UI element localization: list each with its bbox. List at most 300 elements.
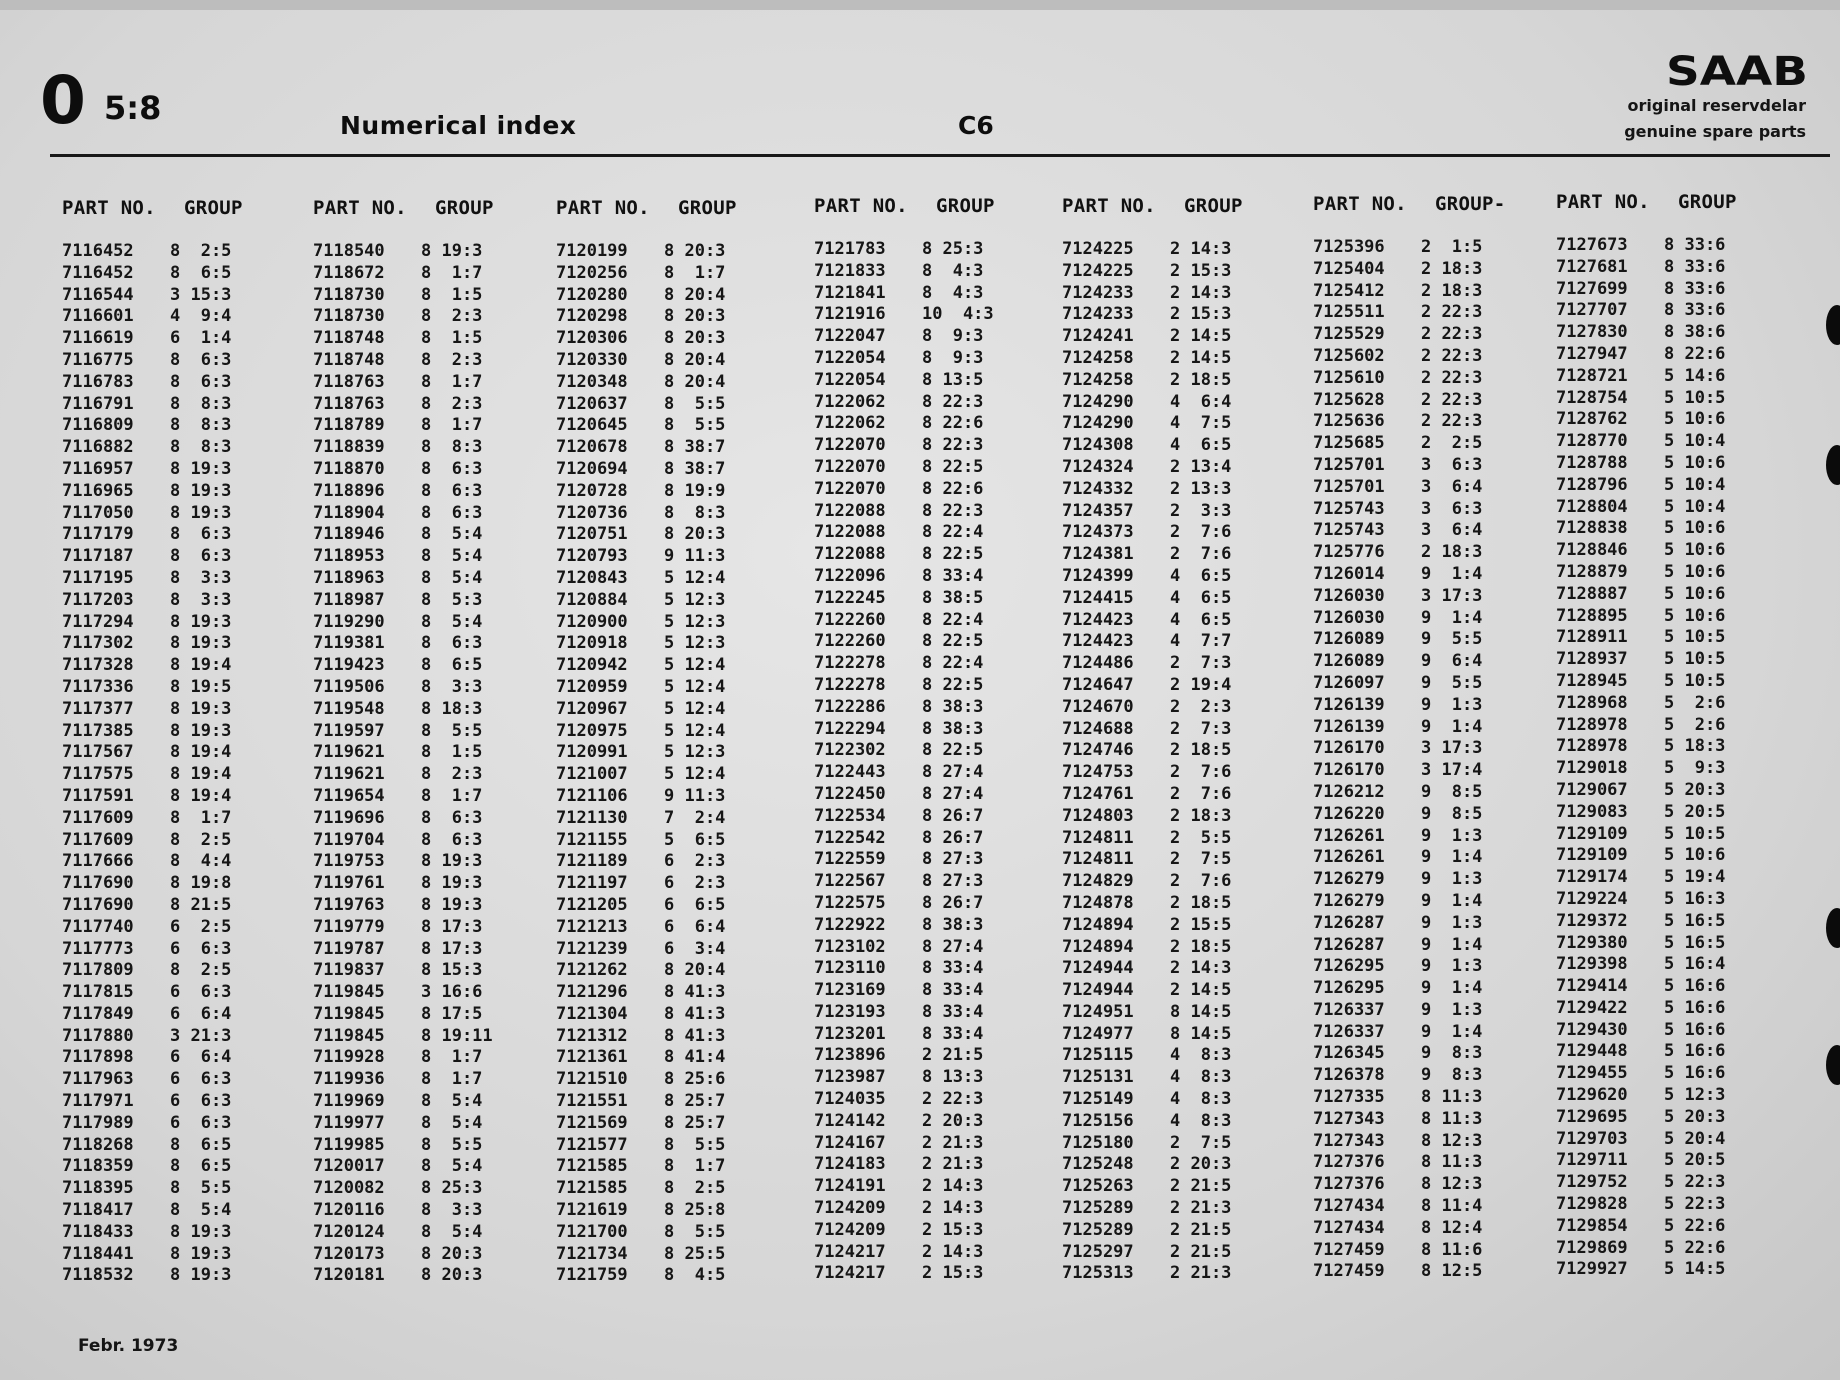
header-part-no: PART NO. (62, 197, 156, 219)
part-number: 7117203 (62, 589, 134, 610)
table-row (1062, 457, 1297, 479)
table-row (313, 699, 548, 721)
group-code: 8 41:3 (664, 1003, 726, 1024)
group-code: 5 12:3 (1664, 1085, 1726, 1106)
group-code: 3 6:3 (1421, 498, 1483, 519)
group-code: 8 13:3 (922, 1067, 984, 1088)
part-number: 7124035 (814, 1089, 886, 1110)
group-code: 2 21:5 (1170, 1219, 1232, 1240)
group-code: 8 19:3 (170, 502, 232, 523)
group-code: 9 1:3 (1421, 999, 1483, 1020)
part-number: 7120967 (556, 698, 628, 719)
part-number: 7118987 (313, 589, 385, 610)
group-code: 5 19:4 (1664, 867, 1726, 888)
table-row (62, 459, 297, 481)
table-row (556, 328, 791, 350)
table-row (814, 1111, 1049, 1133)
table-row (1556, 954, 1791, 976)
table-row (313, 1026, 548, 1048)
part-number: 7119654 (313, 785, 385, 806)
group-code: 8 22:5 (922, 674, 984, 695)
group-code: 4 6:5 (1170, 435, 1232, 456)
table-row (1062, 1024, 1297, 1046)
table-row (556, 350, 791, 372)
group-code: 8 22:6 (1664, 343, 1726, 364)
part-number: 7120306 (556, 328, 628, 349)
table-row (556, 1026, 791, 1048)
group-code: 8 5:5 (664, 1134, 726, 1155)
group-code: 2 22:3 (1421, 302, 1483, 323)
table-row (1313, 651, 1548, 673)
table-row (556, 873, 791, 895)
table-row (313, 1091, 548, 1113)
table-row (62, 1178, 297, 1200)
part-number: 7122278 (814, 674, 886, 695)
part-number: 7117567 (62, 742, 134, 763)
part-number: 7129083 (1556, 801, 1628, 822)
group-code: 5 20:4 (1664, 1128, 1726, 1149)
group-code: 9 1:3 (1421, 825, 1483, 846)
table-row (556, 830, 791, 852)
group-code: 8 19:3 (170, 458, 232, 479)
table-row (1556, 453, 1791, 475)
table-row (313, 590, 548, 612)
group-code: 8 19:4 (170, 785, 232, 806)
table-row (313, 1004, 548, 1026)
group-code: 8 5:5 (421, 720, 483, 741)
part-number: 7129018 (1556, 758, 1628, 779)
part-number: 7125115 (1062, 1045, 1134, 1066)
part-number: 7118441 (62, 1243, 134, 1264)
group-code: 8 25:6 (664, 1069, 726, 1090)
part-number: 7118963 (313, 567, 385, 588)
table-row (313, 721, 548, 743)
group-code: 4 8:3 (1170, 1110, 1232, 1131)
part-number: 7124357 (1062, 500, 1134, 521)
table-row (1313, 869, 1548, 891)
part-number: 7124415 (1062, 587, 1134, 608)
part-number: 7116809 (62, 415, 134, 436)
table-row (1062, 566, 1297, 588)
part-number: 7119704 (313, 829, 385, 850)
table-row (556, 655, 791, 677)
group-code: 8 1:7 (664, 1156, 726, 1177)
part-number: 7129109 (1556, 823, 1628, 844)
table-row (62, 1004, 297, 1026)
part-number: 7119928 (313, 1047, 385, 1068)
table-row (313, 939, 548, 961)
part-number: 7124290 (1062, 391, 1134, 412)
part-number: 7117591 (62, 785, 134, 806)
part-number: 7118532 (62, 1265, 134, 1286)
table-row (814, 522, 1049, 544)
part-number: 7121197 (556, 873, 628, 894)
group-code: 5 16:4 (1664, 954, 1726, 975)
group-code: 8 33:6 (1664, 300, 1726, 321)
table-row (1062, 849, 1297, 871)
part-number: 7118953 (313, 546, 385, 567)
table-row (1556, 1150, 1791, 1172)
group-code: 8 1:7 (421, 262, 483, 283)
table-row (313, 830, 548, 852)
part-number: 7126295 (1313, 956, 1385, 977)
group-code: 2 13:3 (1170, 478, 1232, 499)
part-number: 7127673 (1556, 235, 1628, 255)
part-number: 7121700 (556, 1221, 628, 1242)
part-number: 7125180 (1062, 1132, 1134, 1153)
part-number: 7116775 (62, 349, 134, 370)
table-row (313, 1047, 548, 1069)
group-code: 2 15:5 (1170, 914, 1232, 935)
table-row (1313, 608, 1548, 630)
table-row (313, 263, 548, 285)
table-row (1313, 673, 1548, 695)
table-row (1062, 479, 1297, 501)
group-code: 8 4:4 (170, 851, 232, 872)
part-number: 7125248 (1062, 1154, 1134, 1175)
group-code: 3 17:4 (1421, 760, 1483, 781)
group-code: 2 18:3 (1421, 542, 1483, 563)
table-row (814, 348, 1049, 370)
part-number: 7117195 (62, 567, 134, 588)
group-code: 2 14:3 (1170, 282, 1232, 303)
group-code: 8 2:3 (421, 393, 483, 414)
table-row (1556, 540, 1791, 562)
group-code: 8 6:3 (421, 829, 483, 850)
table-row (556, 1069, 791, 1091)
binder-hole (1826, 445, 1840, 485)
column-body (1062, 239, 1297, 1285)
table-row (1062, 370, 1297, 392)
group-code: 9 8:3 (1421, 1043, 1483, 1064)
group-code: 6 6:4 (170, 1003, 232, 1024)
column-header (313, 195, 548, 221)
table-row (556, 590, 791, 612)
brand-tagline-english: genuine spare parts (1624, 122, 1806, 141)
column-body (556, 241, 791, 1287)
part-number: 7120843 (556, 567, 628, 588)
group-code: 6 3:4 (664, 938, 726, 959)
part-number: 7120017 (313, 1156, 385, 1177)
part-number: 7119779 (313, 916, 385, 937)
table-row (62, 1026, 297, 1048)
group-code: 3 17:3 (1421, 585, 1483, 606)
part-number: 7121833 (814, 260, 886, 281)
group-code: 8 2:5 (170, 241, 232, 261)
table-row (1313, 1261, 1548, 1283)
part-number: 7126345 (1313, 1043, 1385, 1064)
table-row (556, 677, 791, 699)
group-code: 6 2:3 (664, 873, 726, 894)
group-code: 8 6:5 (421, 655, 483, 676)
table-row (556, 917, 791, 939)
group-code: 8 5:4 (421, 524, 483, 545)
table-row (1313, 935, 1548, 957)
table-row (62, 851, 297, 873)
table-row (1062, 413, 1297, 435)
table-row (1556, 584, 1791, 606)
binder-hole (1826, 908, 1840, 948)
part-number: 7128846 (1556, 540, 1628, 561)
part-number: 7124829 (1062, 871, 1134, 892)
table-row (1556, 1107, 1791, 1129)
group-code: 5 12:3 (664, 611, 726, 632)
table-row (1062, 740, 1297, 762)
part-number: 7127681 (1556, 256, 1628, 277)
part-number: 7120728 (556, 480, 628, 501)
table-row (62, 895, 297, 917)
table-row (313, 655, 548, 677)
part-number: 7124381 (1062, 544, 1134, 565)
table-row (1313, 717, 1548, 739)
part-number: 7120124 (313, 1221, 385, 1242)
part-number: 7126337 (1313, 1021, 1385, 1042)
part-number: 7129927 (1556, 1259, 1628, 1280)
table-row (62, 568, 297, 590)
group-code: 5 10:5 (1664, 387, 1726, 408)
part-number: 7121841 (814, 282, 886, 303)
table-row (814, 501, 1049, 523)
table-row (313, 873, 548, 895)
table-row (1556, 671, 1791, 693)
group-code: 8 12:3 (1421, 1174, 1483, 1195)
table-row (1062, 675, 1297, 697)
table-row (62, 1047, 297, 1069)
group-code: 8 3:3 (421, 1200, 483, 1221)
part-number: 7124894 (1062, 914, 1134, 935)
table-row (814, 1263, 1049, 1285)
group-code: 8 12:4 (1421, 1217, 1483, 1238)
table-row (1313, 782, 1548, 804)
part-number: 7122450 (814, 783, 886, 804)
group-code: 2 21:3 (1170, 1263, 1232, 1284)
table-row (556, 1178, 791, 1200)
group-code: 8 33:6 (1664, 278, 1726, 299)
group-code: 9 1:4 (1421, 1021, 1483, 1042)
group-code: 2 19:4 (1170, 674, 1232, 695)
part-number: 7122054 (814, 369, 886, 390)
group-code: 5 22:6 (1664, 1237, 1726, 1258)
group-code: 5 10:4 (1664, 496, 1726, 517)
part-number: 7124423 (1062, 631, 1134, 652)
table-row (814, 1024, 1049, 1046)
part-number: 7124746 (1062, 740, 1134, 761)
group-code: 8 22:4 (922, 609, 984, 630)
part-number: 7126287 (1313, 912, 1385, 933)
table-row (556, 851, 791, 873)
index-column (62, 195, 297, 1287)
table-row (62, 415, 297, 437)
table-row (1313, 913, 1548, 935)
group-code: 2 18:5 (1170, 740, 1232, 761)
part-number: 7118763 (313, 371, 385, 392)
part-number: 7121205 (556, 894, 628, 915)
table-row (62, 263, 297, 285)
part-number: 7119621 (313, 742, 385, 763)
table-row (556, 437, 791, 459)
column-header (556, 195, 791, 221)
group-code: 8 22:4 (922, 653, 984, 674)
part-number: 7129422 (1556, 997, 1628, 1018)
part-number: 7121189 (556, 851, 628, 872)
group-code: 2 15:3 (1170, 260, 1232, 281)
part-number: 7127434 (1313, 1217, 1385, 1238)
table-row (62, 285, 297, 307)
group-code: 5 22:3 (1664, 1194, 1726, 1215)
part-number: 7123102 (814, 936, 886, 957)
group-code: 2 7:6 (1170, 522, 1232, 543)
group-code: 8 25:7 (664, 1112, 726, 1133)
group-code: 8 13:5 (922, 369, 984, 390)
part-number: 7126337 (1313, 999, 1385, 1020)
part-number: 7116619 (62, 328, 134, 349)
table-row (313, 415, 548, 437)
part-number: 7121916 (814, 304, 886, 325)
part-number: 7116957 (62, 458, 134, 479)
part-number: 7121296 (556, 982, 628, 1003)
table-row (313, 1244, 548, 1266)
part-number: 7122245 (814, 587, 886, 608)
group-code: 9 1:4 (1421, 563, 1483, 584)
table-row (1313, 346, 1548, 368)
table-row (1556, 279, 1791, 301)
part-number: 7124803 (1062, 805, 1134, 826)
index-column (313, 195, 548, 1287)
part-number: 7122088 (814, 500, 886, 521)
part-number: 7117609 (62, 807, 134, 828)
table-row (1313, 564, 1548, 586)
part-number: 7129752 (1556, 1172, 1628, 1193)
table-row (814, 1002, 1049, 1024)
part-number: 7122088 (814, 544, 886, 565)
part-number: 7124241 (1062, 326, 1134, 347)
table-row (1556, 1063, 1791, 1085)
group-code: 5 16:5 (1664, 910, 1726, 931)
part-number: 7126139 (1313, 694, 1385, 715)
table-row (814, 915, 1049, 937)
table-row (556, 1265, 791, 1287)
group-code: 4 6:5 (1170, 587, 1232, 608)
header-group: GROUP (936, 195, 995, 217)
table-row (1313, 629, 1548, 651)
part-number: 7120082 (313, 1178, 385, 1199)
part-number: 7121361 (556, 1047, 628, 1068)
table-row (1313, 978, 1548, 1000)
group-code: 5 10:4 (1664, 474, 1726, 495)
part-number: 7129869 (1556, 1237, 1628, 1258)
column-body (814, 239, 1049, 1285)
group-code: 8 22:5 (922, 544, 984, 565)
group-code: 2 20:3 (1170, 1154, 1232, 1175)
header-group: GROUP (184, 197, 243, 219)
part-number: 7126279 (1313, 890, 1385, 911)
table-row (1062, 283, 1297, 305)
group-code: 5 16:6 (1664, 1063, 1726, 1084)
part-number: 7127459 (1313, 1239, 1385, 1260)
group-code: 9 8:3 (1421, 1065, 1483, 1086)
table-row (1062, 501, 1297, 523)
group-code: 8 19:3 (170, 720, 232, 741)
group-code: 5 10:5 (1664, 627, 1726, 648)
part-number: 7119845 (313, 982, 385, 1003)
group-code: 7 2:4 (664, 807, 726, 828)
group-code: 2 22:3 (1421, 324, 1483, 345)
group-code: 5 2:6 (1664, 714, 1726, 735)
table-row (814, 1089, 1049, 1111)
group-code: 8 5:4 (421, 1112, 483, 1133)
group-code: 8 19:3 (170, 480, 232, 501)
table-row (1062, 326, 1297, 348)
table-row (313, 808, 548, 830)
group-code: 9 1:3 (1421, 694, 1483, 715)
table-row (556, 394, 791, 416)
group-code: 2 21:3 (922, 1154, 984, 1175)
part-number: 7120298 (556, 306, 628, 327)
part-number: 7124761 (1062, 783, 1134, 804)
table-row (313, 1200, 548, 1222)
part-number: 7124191 (814, 1176, 886, 1197)
group-code: 8 6:5 (170, 262, 232, 283)
table-row (313, 372, 548, 394)
column-header (1313, 191, 1548, 217)
part-number: 7121577 (556, 1134, 628, 1155)
table-row (62, 677, 297, 699)
header-part-no: PART NO. (1062, 195, 1156, 217)
group-code: 2 14:3 (922, 1176, 984, 1197)
table-row (814, 326, 1049, 348)
group-code: 5 20:3 (1664, 1106, 1726, 1127)
part-number: 7127376 (1313, 1174, 1385, 1195)
table-row (62, 939, 297, 961)
part-number: 7118395 (62, 1178, 134, 1199)
table-row (1556, 1085, 1791, 1107)
table-row (62, 546, 297, 568)
table-row (62, 1244, 297, 1266)
table-row (1556, 627, 1791, 649)
part-number: 7117575 (62, 764, 134, 785)
table-row (814, 980, 1049, 1002)
table-row (313, 437, 548, 459)
group-code: 8 19:3 (421, 873, 483, 894)
group-code: 5 10:5 (1664, 823, 1726, 844)
table-row (1062, 871, 1297, 893)
part-number: 7126170 (1313, 760, 1385, 781)
table-row (313, 394, 548, 416)
group-code: 2 7:6 (1170, 544, 1232, 565)
table-row (1556, 649, 1791, 671)
group-code: 2 7:5 (1170, 1132, 1232, 1153)
part-number: 7125511 (1313, 302, 1385, 323)
group-code: 2 22:3 (1421, 411, 1483, 432)
part-number: 7122278 (814, 653, 886, 674)
group-code: 8 2:5 (170, 960, 232, 981)
part-number: 7124878 (1062, 892, 1134, 913)
table-row (1313, 956, 1548, 978)
table-row (62, 830, 297, 852)
part-number: 7120793 (556, 546, 628, 567)
part-number: 7124811 (1062, 849, 1134, 870)
part-number: 7120678 (556, 437, 628, 458)
part-number: 7122070 (814, 456, 886, 477)
group-code: 2 7:6 (1170, 783, 1232, 804)
group-code: 8 19:3 (170, 611, 232, 632)
group-code: 5 10:6 (1664, 845, 1726, 866)
part-number: 7124209 (814, 1198, 886, 1219)
table-row (313, 612, 548, 634)
part-number: 7121239 (556, 938, 628, 959)
part-number: 7125412 (1313, 280, 1385, 301)
group-code: 8 26:7 (922, 805, 984, 826)
